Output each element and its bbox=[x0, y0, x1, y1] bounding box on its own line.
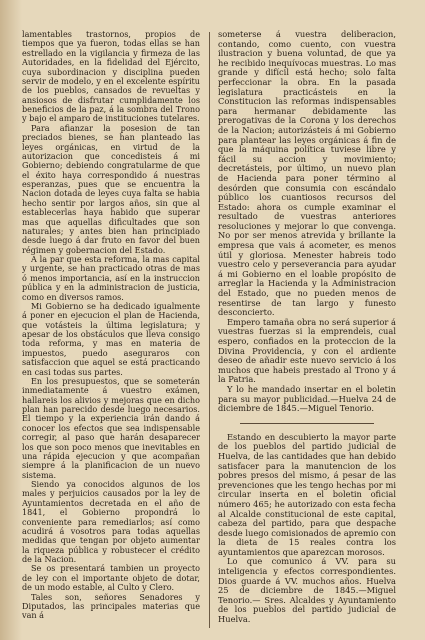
paragraph: A la par que esta reforma, la mas capital y urgente, se han practicado otras de mas ó menos importancia, así en la instruccion pública y en la administracion de justicia, como en diversos ramos. bbox=[22, 254, 200, 302]
column-divider bbox=[209, 32, 210, 628]
paragraph: Tales son, señores Senadores y Diputados, las principales materias que van á bbox=[22, 591, 200, 621]
paragraph: Empero tamaña obra no será superior á vuestras fuerzas si la emprendeis, cual espero, confiados en la proteccion de la Divina Providencia, y con el ardiente deseo de añadir este nuevo servicio á los muchos que habeis prestado al Trono y á la Patria. bbox=[218, 316, 396, 385]
paragraph: Mi Gobierno se ha dedicado igualmente á poner en ejecucion el plan de Hacienda, que votásteis la última legislatura; y apesar de los obstáculos que lleva consigo toda reforma, y mas en materia de impuestos, puedo aseguraros con satisfaccion que aquel se está practicando en casi todas sus partes. bbox=[22, 300, 200, 377]
signature-paragraph: Y lo he mandado insertar en el boletin para su mayor publicidad.—Huelva 24 de diciembre de 1845.—Miguel Tenorio. bbox=[218, 383, 396, 414]
section-rule bbox=[240, 423, 374, 424]
binding-shadow bbox=[0, 0, 22, 640]
paragraph: Se os presentará tambien un proyecto de ley con el importante objeto de dotar, de un modo estable, al Culto y Clero. bbox=[22, 563, 200, 593]
paragraph: Para afianzar la posesion de tan preciados bienes, se han planteado las leyes orgánicas, en virtud de la autorizacion que concedisteis á mi Gobierno; debiendo congratularme de que el éxito haya correspondido á nuestras esperanzas, pues que se encuentra la Nacion dotada de leyes cuya falta se habia hecho sentir por largos años, sin que al establecerlas haya habido que superar mas que aquellas dificultades que son naturales; y antes bien han principiado desde luego á dar fruto en favor del buen régimen y gobernacion del Estado. bbox=[22, 122, 200, 255]
left-column bbox=[22, 30, 200, 621]
paragraph: lamentables trastornos, propios de tiempos que ya fueron, todas ellas se han estrellado en la vigilancia y firmeza de las Autoridades, en la fidelidad del Ejército, cuya subordinacion y disciplina pueden servir de modelo, y en el excelente espíritu de los pueblos, cansados de revueltas y ansiosos de disfrutar cumplidamente los beneficios de la paz, á la sombra del Trono y bajo el amparo de instituciones tutelares. bbox=[22, 29, 200, 124]
paragraph: Lo que comunico á VV. para su inteligencia y efectos correspondientes. Dios guarde á VV. muchos años. Huelva 25 de diciembre de 1845.—Miguel Tenorio.— Sres. Alcaldes y Ayuntamiento de los pueblos del partido judicial de Huelva. bbox=[218, 556, 396, 625]
right-column bbox=[218, 30, 396, 625]
paragraph: Siendo ya conocidos algunos de los males y perjuicios causados por la ley de Ayuntamientos decretada en el año de 1841, el Gobierno propondrá lo conveniente para remediarlos; así como acudirá á vosotros para todas aquellas medidas que tengan por objeto aumentar la riqueza pública y robustecer el crédito de la Nacion. bbox=[22, 479, 200, 564]
paragraph: En los presupuestos, que se someterán inmediatamente á vuestro exámen, hallareis los alivios y mejoras que en dicho plan han parecido desde luego necesarios. El tiempo y la experiencia irán dando á conocer los efectos que sea indispensable corregir, al paso que harán desaparecer los que son poco menos que inevitables en una rápida ejecucion y que acompañan siempre á la planificacion de un nuevo sistema. bbox=[22, 375, 200, 480]
paragraph: someterse á vuestra deliberacion, contando, como cuento, con vuestra ilustracion y buena voluntad, de que ya he recibido inequívocas muestras. Lo mas grande y difícil está hecho; solo falta perfeccionar la obra. En la pasada legislatura practicásteis en la Constitucion las reformas indispensables para hermanar debidamente las prerogativas de la Corona y los derechos de la Nacion; autorizásteis á mi Gobierno para plantear las leyes orgánicas á fin de que la máquina política tuviese libre y fácil su accion y movimiento; decretásteis, por último, un nuevo plan de Hacienda para poner término al desórden que consumia con escándalo público los cuantiosos recursos del Estado: ahora os cumple examinar el resultado de vuestras anteriores resoluciones y mejorar lo que convenga. No por ser menos atrevida y brillante la empresa que vais á acometer, es menos útil y gloriosa. Menester habreis todo vuestro celo y perseverancia para ayudar á mi Gobierno en el loable propósito de arreglar la Hacienda y la Administracion del Estado, que no pueden menos de resentirse de tan largo y funesto desconcierto. bbox=[218, 29, 396, 318]
paragraph: Estando en descubierto la mayor parte de los pueblos del partido judicial de Huelva, de las cantidades que han debido satisfacer para la manutencion de los pobres presos del mismo, á pesar de las prevenciones que les tengo hechas por mi circular inserta en el boletin oficial número 465; he autorizado con esta fecha al Alcalde constitucional de este capital, cabeza del partido, para que despache desde luego comisionados de apremio con la dieta de 15 reales contra los ayuntamientos que aparezcan morosos. bbox=[218, 431, 396, 557]
